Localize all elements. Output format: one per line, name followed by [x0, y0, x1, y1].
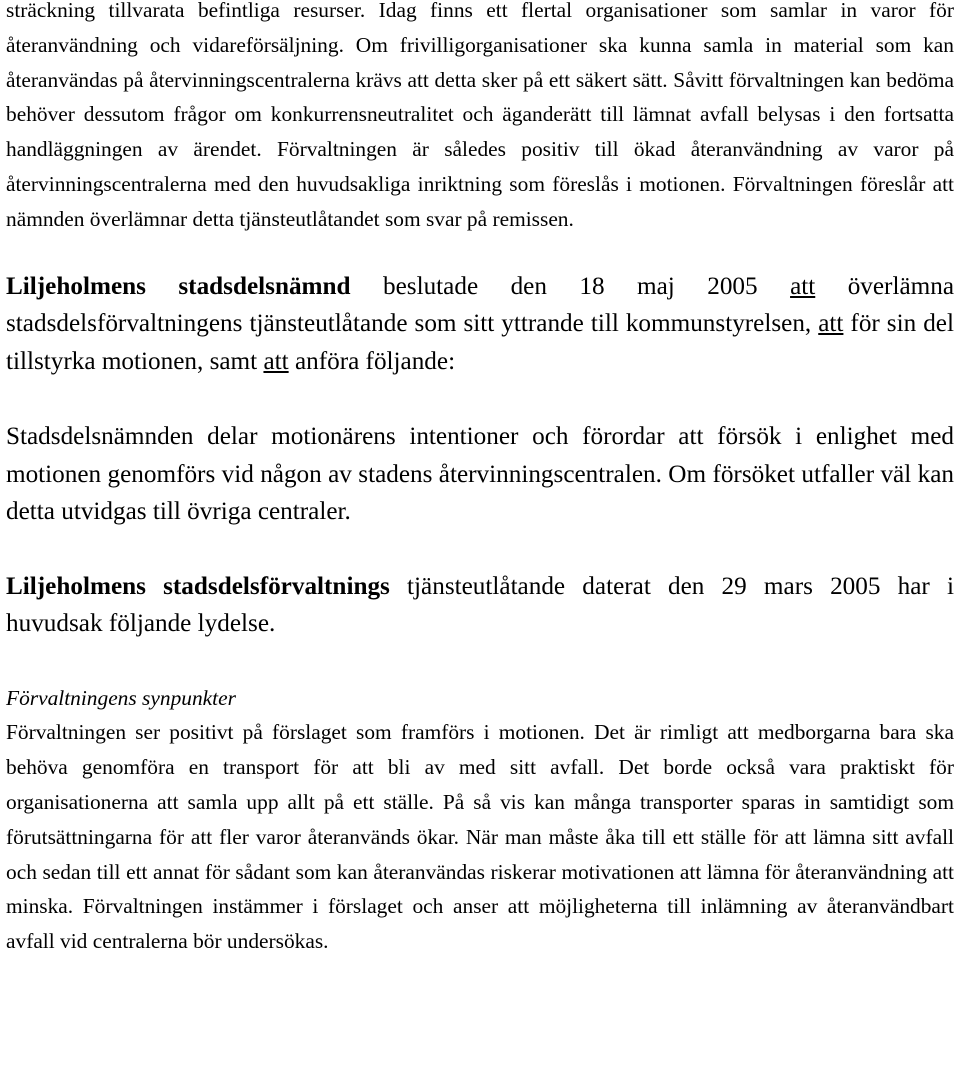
- paragraph-text: för sin del tillstyrka motionen, samt: [6, 310, 954, 375]
- underlined-att: att: [263, 347, 289, 375]
- document-page: [6, 0, 954, 959]
- paragraph-text: beslutade den 18 maj 2005: [350, 272, 791, 300]
- paragraph-remiss-conclusion: [6, 0, 954, 237]
- paragraph-förvaltning-intro: [6, 568, 954, 643]
- bold-organisation-name: Liljeholmens stadsdelsnämnd: [6, 272, 351, 300]
- paragraph-förvaltning-synpunkter: [6, 715, 954, 959]
- paragraph-text: anföra följande:: [288, 347, 456, 375]
- section-heading: Förvaltningens synpunkter: [6, 685, 236, 710]
- underlined-att: att: [818, 310, 844, 338]
- paragraph-nämnd-statement: [6, 418, 954, 531]
- bold-organisation-name: Liljeholmens stadsdelsförvaltnings: [6, 572, 390, 600]
- paragraph-nämnd-decision: [6, 268, 954, 381]
- paragraph-text: sträckning tillvarata befintliga resurser. Idag finns ett flertal organisationer som samlar in varor för återanvändning och vidareförsäljning. Om frivilligorganisationer ska kunna samla in material som kan återanvändas på återvinningscentralerna krävs att detta sker på ett säkert sätt. Såvitt förvaltningen kan bedöma behöver dessutom frågor om konkurrensneutralitet och äganderätt till lämnat avfall belysas i den fortsatta handläggningen av ärendet. Förvaltningen är således positiv till ökad återanvändning av varor på återvinningscentralerna med den huvudsakliga inriktning som föreslås i motionen. Förvaltningen föreslår att nämnden överlämnar detta tjänsteutlåtandet som svar på remissen.: [6, 0, 954, 231]
- paragraph-text: överlämna stadsdelsförvaltningens tjänsteutlåtande som sitt yttrande till kommunstyrelsen,: [6, 272, 954, 338]
- paragraph-text: Förvaltningen ser positivt på förslaget som framförs i motionen. Det är rimligt att medborgarna bara ska behöva genomföra en transport för att bli av med sitt avfall. Det borde också vara praktiskt för organisationerna att samla upp allt på ett ställe. På så vis kan många transporter sparas in samtidigt som förutsättningarna för att fler varor återanvänds ökar. När man måste åka till ett ställe för att lämna sitt avfall och sedan till ett annat för sådant som kan återanvändas riskerar motivationen att lämna för återanvändning att minska. Förvaltningen instämmer i förslaget och anser att möjligheterna till inlämning av återanvändbart avfall vid centralerna bör undersökas.: [6, 720, 954, 954]
- paragraph-text: tjänsteutlåtande daterat den 29 mars 2005 har i huvudsak följande lydelse.: [6, 572, 954, 638]
- paragraph-text: Stadsdelsnämnden delar motionärens intentioner och förordar att försök i enlighet med motionen genomförs vid någon av stadens återvinningscentralen. Om försöket utfaller väl kan detta utvidgas till övriga centraler.: [6, 423, 954, 526]
- underlined-att: att: [790, 272, 816, 300]
